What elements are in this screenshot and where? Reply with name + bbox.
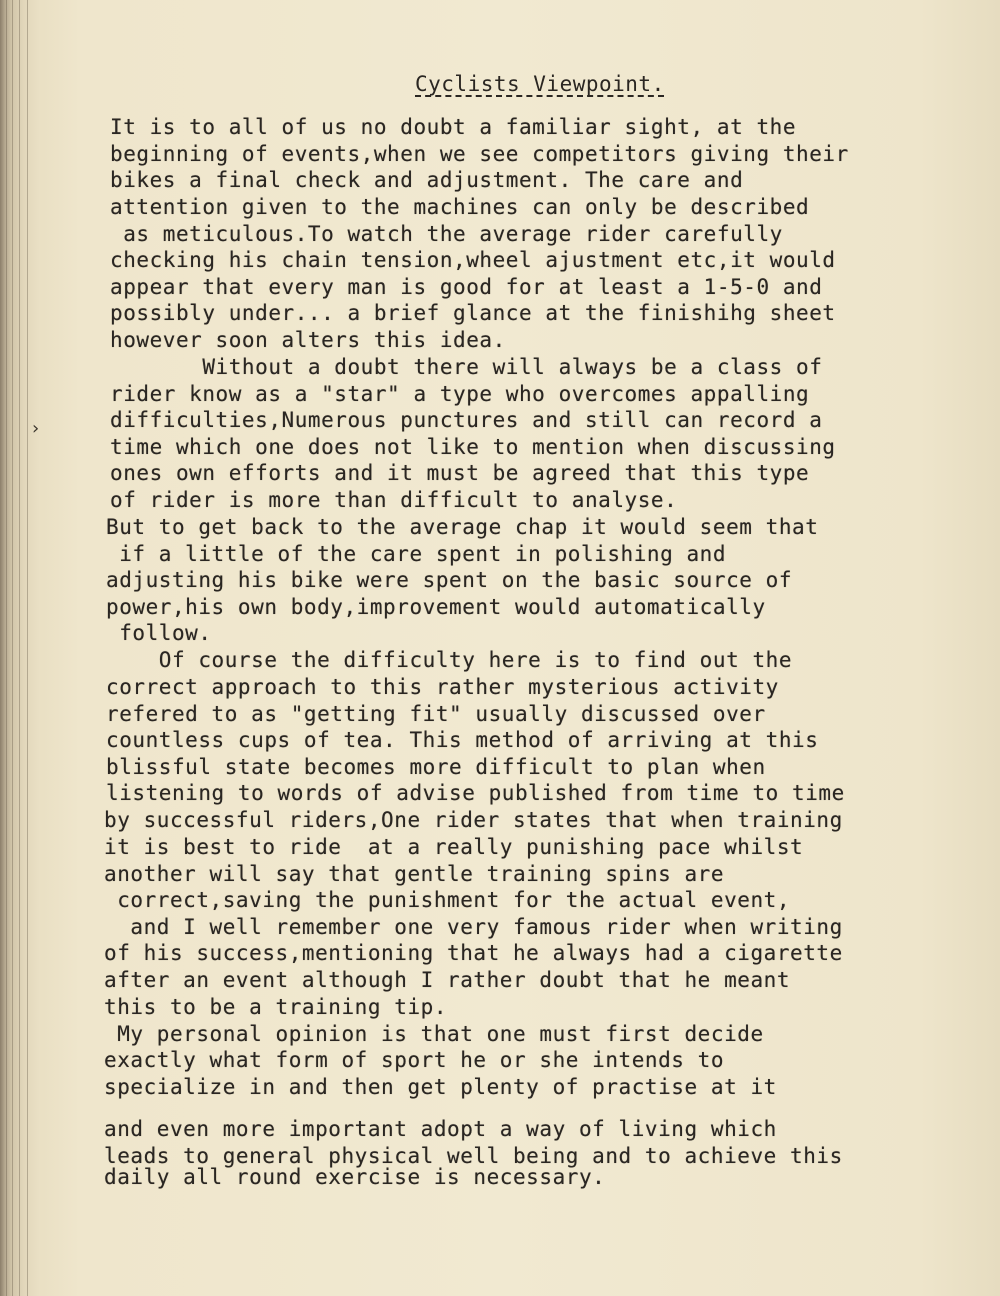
text-line: It is to all of us no doubt a familiar sight, at the bbox=[110, 115, 797, 139]
text-line: another will say that gentle training spins are bbox=[104, 862, 725, 886]
text-line: as meticulous.To watch the average rider carefully bbox=[110, 222, 783, 246]
text-line: listening to words of advise published from time to time bbox=[106, 781, 845, 805]
text-line: daily all round exercise is necessary. bbox=[104, 1165, 606, 1189]
margin-mark: › bbox=[30, 418, 41, 439]
text-line: But to get back to the average chap it would seem that bbox=[106, 515, 819, 539]
text-line: Of course the difficulty here is to find out the bbox=[106, 648, 793, 672]
text-line: appear that every man is good for at least a 1-5-0 and bbox=[110, 275, 823, 299]
text-line: adjusting his bike were spent on the basic source of bbox=[106, 568, 793, 592]
text-line: and I well remember one very famous rider when writing bbox=[104, 915, 843, 939]
text-line: this to be a training tip. bbox=[104, 995, 448, 1019]
text-line: follow. bbox=[106, 621, 212, 645]
text-line: of rider is more than difficult to analyse. bbox=[110, 488, 678, 512]
text-line: however soon alters this idea. bbox=[110, 328, 506, 352]
text-line: difficulties,Numerous punctures and still can record a bbox=[110, 408, 823, 432]
text-line: specialize in and then get plenty of practise at it bbox=[104, 1075, 777, 1099]
text-line: rider know as a "star" a type who overcomes appalling bbox=[110, 382, 810, 406]
text-line: of his success,mentioning that he always had a cigarette bbox=[104, 941, 843, 965]
text-line: possibly under... a brief glance at the finishihg sheet bbox=[110, 301, 836, 325]
text-line: Without a doubt there will always be a class of bbox=[110, 355, 823, 379]
text-line: checking his chain tension,wheel ajustment etc,it would bbox=[110, 248, 836, 272]
text-line: refered to as "getting fit" usually discussed over bbox=[106, 702, 766, 726]
text-line: if a little of the care spent in polishing and bbox=[106, 542, 727, 566]
text-line: power,his own body,improvement would automatically bbox=[106, 595, 766, 619]
text-line: after an event although I rather doubt that he meant bbox=[104, 968, 791, 992]
text-line: exactly what form of sport he or she intends to bbox=[104, 1048, 725, 1072]
text-line: correct approach to this rather mysterious activity bbox=[106, 675, 779, 699]
text-line: by successful riders,One rider states that when training bbox=[104, 808, 843, 832]
text-line: time which one does not like to mention when discussing bbox=[110, 435, 836, 459]
text-line: blissful state becomes more difficult to plan when bbox=[106, 755, 766, 779]
text-line: attention given to the machines can only be described bbox=[110, 195, 810, 219]
text-line: it is best to ride at a really punishing pace whilst bbox=[104, 835, 804, 859]
text-line: and even more important adopt a way of living which bbox=[104, 1117, 777, 1141]
text-line: My personal opinion is that one must first decide bbox=[104, 1022, 764, 1046]
text-line: countless cups of tea. This method of arriving at this bbox=[106, 728, 819, 752]
page-title: Cyclists Viewpoint. bbox=[415, 72, 665, 96]
text-line: beginning of events,when we see competitors giving their bbox=[110, 142, 849, 166]
text-line: leads to general physical well being and to achieve this bbox=[104, 1144, 843, 1168]
text-line: bikes a final check and adjustment. The care and bbox=[110, 168, 744, 192]
text-line: ones own efforts and it must be agreed that this type bbox=[110, 461, 810, 485]
text-line: correct,saving the punishment for the actual event, bbox=[104, 888, 791, 912]
